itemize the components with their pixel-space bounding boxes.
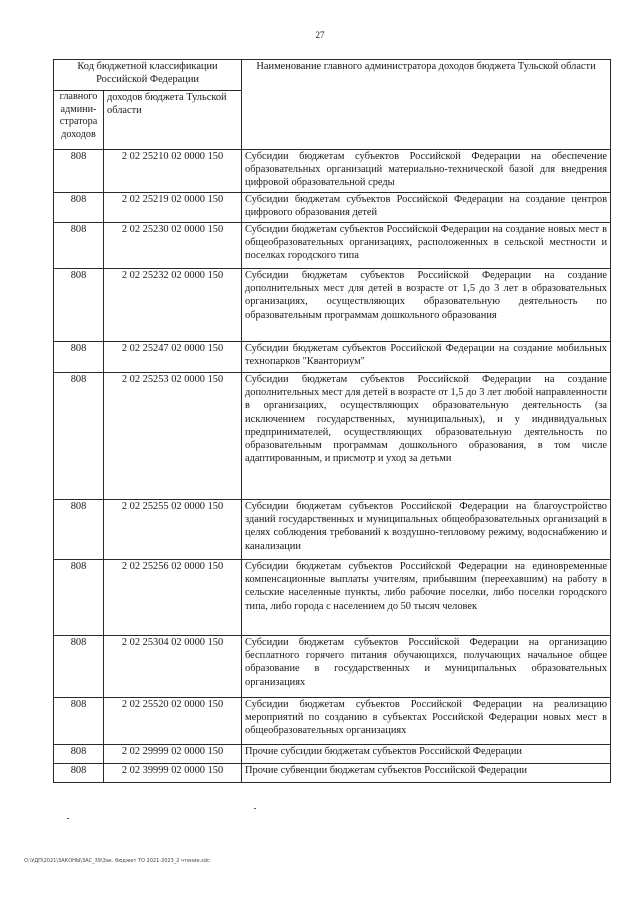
budget-classification-table	[53, 59, 611, 783]
revenue-name-cell: Прочие субвенции бюджетам субъектов Российской Федерации	[242, 764, 611, 783]
revenue-name-cell: Субсидии бюджетам субъектов Российской Федерации на создание мобильных технопарков "Кванториум"	[242, 342, 611, 373]
revenue-name-cell: Субсидии бюджетам субъектов Российской Федерации на благоустройство зданий государственных и муниципальных общеобразовательных организаций в целях соблюдения требований к воздушно-тепловому режиму, водоснабжению и канализации	[242, 500, 611, 560]
admin-code-cell: 808	[54, 764, 104, 783]
table-row	[54, 373, 611, 500]
revenue-name-cell: Субсидии бюджетам субъектов Российской Федерации на создание центров цифрового образования детей	[242, 193, 611, 223]
admin-code-cell: 808	[54, 342, 104, 373]
header-revenue-code: доходов бюджета Тульской области	[104, 91, 242, 150]
revenue-code-cell: 2 02 25230 02 0000 150	[104, 223, 242, 269]
revenue-code-cell: 2 02 25256 02 0000 150	[104, 560, 242, 636]
admin-code-cell: 808	[54, 193, 104, 223]
table-row	[54, 698, 611, 745]
revenue-code-cell: 2 02 25304 02 0000 150	[104, 636, 242, 698]
header-budget-code-group: Код бюджетной классификации Российской Федерации	[54, 60, 242, 91]
revenue-name-cell: Прочие субсидии бюджетам субъектов Российской Федерации	[242, 745, 611, 764]
scan-speck	[254, 808, 256, 809]
revenue-code-cell: 2 02 39999 02 0000 150	[104, 764, 242, 783]
admin-code-cell: 808	[54, 636, 104, 698]
header-administrator-name: Наименование главного администратора доходов бюджета Тульской области	[242, 60, 611, 150]
revenue-code-cell: 2 02 25247 02 0000 150	[104, 342, 242, 373]
revenue-code-cell: 2 02 25232 02 0000 150	[104, 269, 242, 342]
table-row	[54, 636, 611, 698]
admin-code-cell: 808	[54, 560, 104, 636]
admin-code-cell: 808	[54, 150, 104, 193]
revenue-code-cell: 2 02 25219 02 0000 150	[104, 193, 242, 223]
table-row	[54, 223, 611, 269]
revenue-code-cell: 2 02 25210 02 0000 150	[104, 150, 242, 193]
revenue-name-cell: Субсидии бюджетам субъектов Российской Федерации на реализацию мероприятий по созданию в субъектах Российской Федерации новых мест в общеобразовательных организациях	[242, 698, 611, 745]
page-number: 27	[315, 30, 325, 40]
admin-code-cell: 808	[54, 745, 104, 764]
table-row	[54, 269, 611, 342]
footer-file-path: O:\УДП\2021\ЗАКОНЫ\ЗАС_39\Зак. бюджет ТО 2021-2023_2 чтение.sdc	[24, 858, 210, 864]
revenue-name-cell: Субсидии бюджетам субъектов Российской Федерации на создание дополнительных мест для детей в возрасте от 1,5 до 3 лет в образовательных организациях, осуществляющих образовательную деятельность по образовательным программам дошкольного образования	[242, 269, 611, 342]
table-row	[54, 150, 611, 193]
revenue-code-cell: 2 02 29999 02 0000 150	[104, 745, 242, 764]
scan-speck	[67, 818, 69, 819]
table-header-row	[54, 60, 611, 91]
header-main-administrator: главного админи-стратора доходов	[54, 91, 104, 150]
revenue-name-cell: Субсидии бюджетам субъектов Российской Федерации на организацию бесплатного горячего питания обучающихся, получающих начальное общее образование в государственных и муниципальных образовательных организациях	[242, 636, 611, 698]
admin-code-cell: 808	[54, 373, 104, 500]
table-row	[54, 560, 611, 636]
revenue-name-cell: Субсидии бюджетам субъектов Российской Федерации на обеспечение образовательных организаций материально-технической базой для внедрения цифровой образовательной среды	[242, 150, 611, 193]
table-row	[54, 764, 611, 783]
revenue-name-cell: Субсидии бюджетам субъектов Российской Федерации на создание дополнительных мест для детей в возрасте от 1,5 до 3 лет любой направленности в организациях, осуществляющих образовательную деятельность (за исключением государственных, муниципальных), и у индивидуальных предпринимателей, осуществляющих образовательную деятельность по образовательным программам дошкольного образования, в том числе адаптированным, и присмотр и уход за детьми	[242, 373, 611, 500]
admin-code-cell: 808	[54, 223, 104, 269]
table-row	[54, 745, 611, 764]
revenue-name-cell: Субсидии бюджетам субъектов Российской Федерации на единовременные компенсационные выплаты учителям, прибывшим (переехавшим) на работу в сельские населенные пункты, либо рабочие поселки, либо поселки городского типа, либо города с населением до 50 тысяч человек	[242, 560, 611, 636]
revenue-code-cell: 2 02 25255 02 0000 150	[104, 500, 242, 560]
admin-code-cell: 808	[54, 698, 104, 745]
table-row	[54, 500, 611, 560]
revenue-name-cell: Субсидии бюджетам субъектов Российской Федерации на создание новых мест в общеобразовательных организациях, расположенных в сельской местности и поселках городского типа	[242, 223, 611, 269]
table-row	[54, 193, 611, 223]
revenue-code-cell: 2 02 25253 02 0000 150	[104, 373, 242, 500]
admin-code-cell: 808	[54, 500, 104, 560]
table-row	[54, 342, 611, 373]
admin-code-cell: 808	[54, 269, 104, 342]
revenue-code-cell: 2 02 25520 02 0000 150	[104, 698, 242, 745]
